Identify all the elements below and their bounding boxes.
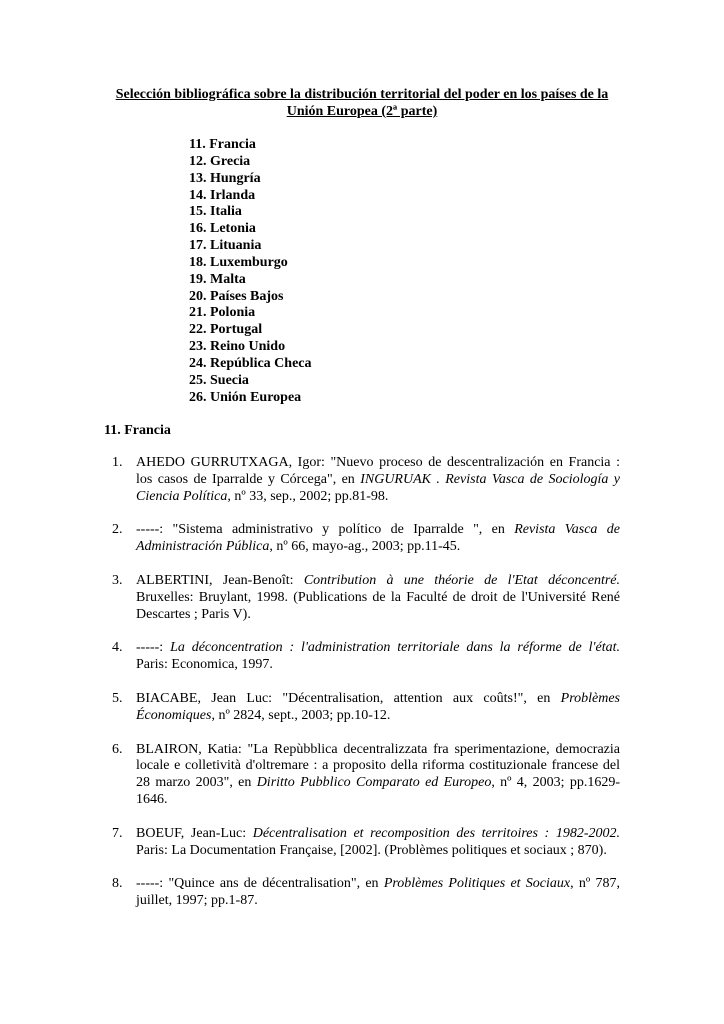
toc-item: 19. Malta xyxy=(189,271,246,287)
reference-italic-run: Diritto Pubblico Comparato ed Europeo xyxy=(256,775,492,791)
reference-run: Bruxelles: Bruylant, 1998. (Publications de la Faculté de droit de l'Université René Descartes ; Paris V). xyxy=(136,589,620,622)
reference-text xyxy=(136,876,620,908)
reference-run: -----: xyxy=(136,640,171,656)
reference-item xyxy=(104,691,620,725)
reference-italic-run: Problèmes Économiques xyxy=(136,690,620,723)
reference-run: , nº 33, sep., 2002; pp.81-98. xyxy=(227,488,389,504)
toc-item: 20. Países Bajos xyxy=(189,288,284,304)
reference-run: Paris: Economica, 1997. xyxy=(136,657,273,673)
reference-item xyxy=(104,640,620,674)
reference-italic-run: Revista Vasca de Administración Pública xyxy=(136,522,620,555)
reference-number: 7. xyxy=(112,825,123,841)
reference-run: BIACABE, Jean Luc: "Décentralisation, attention aux coûts!", en xyxy=(136,690,561,706)
reference-text xyxy=(136,455,620,504)
reference-run: BLAIRON, Katia: "La Repùbblica decentralizzata fra sperimentazione, democrazia locale e colletività d'oltremare : a proposito della riforma costituzionale francese del 28 marzo 2003", en xyxy=(136,741,620,791)
toc-item: 15. Italia xyxy=(189,204,242,220)
reference-text xyxy=(136,640,620,672)
reference-run: ALBERTINI, Jean-Benoît: xyxy=(136,572,304,588)
reference-italic-run: La déconcentration : l'administration territoriale dans la réforme de l'état. xyxy=(170,640,621,656)
reference-run: -----: "Sistema administrativo y político de Iparralde ", en xyxy=(136,522,515,538)
reference-run: -----: "Quince ans de décentralisation", en xyxy=(136,876,384,892)
table-of-contents xyxy=(189,137,312,407)
reference-number: 6. xyxy=(112,741,123,757)
reference-number: 5. xyxy=(112,690,123,706)
reference-item xyxy=(104,573,620,623)
reference-run: Paris: La Documentation Française, [2002]. (Problèmes politiques et sociaux ; 870). xyxy=(136,842,607,858)
reference-number: 4. xyxy=(112,640,123,656)
document-title: Selección bibliográfica sobre la distribución territorial del poder en los países de la Unión Europea (2ª parte) xyxy=(115,87,609,119)
toc-item: 18. Luxemburgo xyxy=(189,254,288,270)
reference-text xyxy=(136,573,620,622)
toc-item: 22. Portugal xyxy=(189,322,263,338)
toc-item: 16. Letonia xyxy=(189,221,256,237)
reference-italic-run: Contribution à une théorie de l'Etat déconcentré. xyxy=(303,572,620,588)
reference-item xyxy=(104,455,620,505)
reference-item xyxy=(104,742,620,809)
reference-number: 2. xyxy=(112,522,123,538)
reference-number: 3. xyxy=(112,572,123,588)
reference-item xyxy=(104,876,620,910)
reference-text xyxy=(136,826,620,858)
reference-run: , nº 2824, sept., 2003; pp.10-12. xyxy=(211,707,391,723)
reference-number: 8. xyxy=(112,876,123,892)
toc-item: 24. República Checa xyxy=(189,355,312,371)
reference-text xyxy=(136,522,620,554)
reference-run: , nº 787, juillet, 1997; pp.1-87. xyxy=(136,876,620,909)
reference-list xyxy=(104,455,620,927)
reference-italic-run: Problèmes Politiques et Sociaux xyxy=(383,876,571,892)
reference-run: AHEDO GURRUTXAGA, Igor: "Nuevo proceso de descentralización en Francia : los casos de Iparralde y Córcega", en xyxy=(136,455,620,487)
toc-item: 12. Grecia xyxy=(189,153,251,169)
toc-item: 11. Francia xyxy=(189,137,256,152)
toc-item: 25. Suecia xyxy=(189,372,249,388)
reference-run: BOEUF, Jean-Luc: xyxy=(136,825,253,841)
reference-number: 1. xyxy=(112,455,123,470)
toc-item: 21. Polonia xyxy=(189,305,256,321)
toc-item: 13. Hungría xyxy=(189,170,261,186)
reference-italic-run: INGURUAK . Revista Vasca de Sociología y Ciencia Política xyxy=(136,471,620,504)
reference-run: , nº 66, mayo-ag., 2003; pp.11-45. xyxy=(269,539,461,555)
toc-item: 17. Lituania xyxy=(189,238,262,254)
reference-text xyxy=(136,742,620,807)
toc-item: 14. Irlanda xyxy=(189,187,256,203)
reference-run: , nº 4, 2003; pp.1629-1646. xyxy=(136,775,620,807)
section-heading: 11. Francia xyxy=(104,423,171,438)
toc-item: 23. Reino Unido xyxy=(189,339,286,355)
reference-italic-run: Décentralisation et recomposition des territoires : 1982-2002. xyxy=(252,825,620,841)
reference-item xyxy=(104,522,620,556)
reference-item xyxy=(104,826,620,860)
reference-text xyxy=(136,691,620,723)
toc-item: 26. Unión Europea xyxy=(189,389,302,405)
